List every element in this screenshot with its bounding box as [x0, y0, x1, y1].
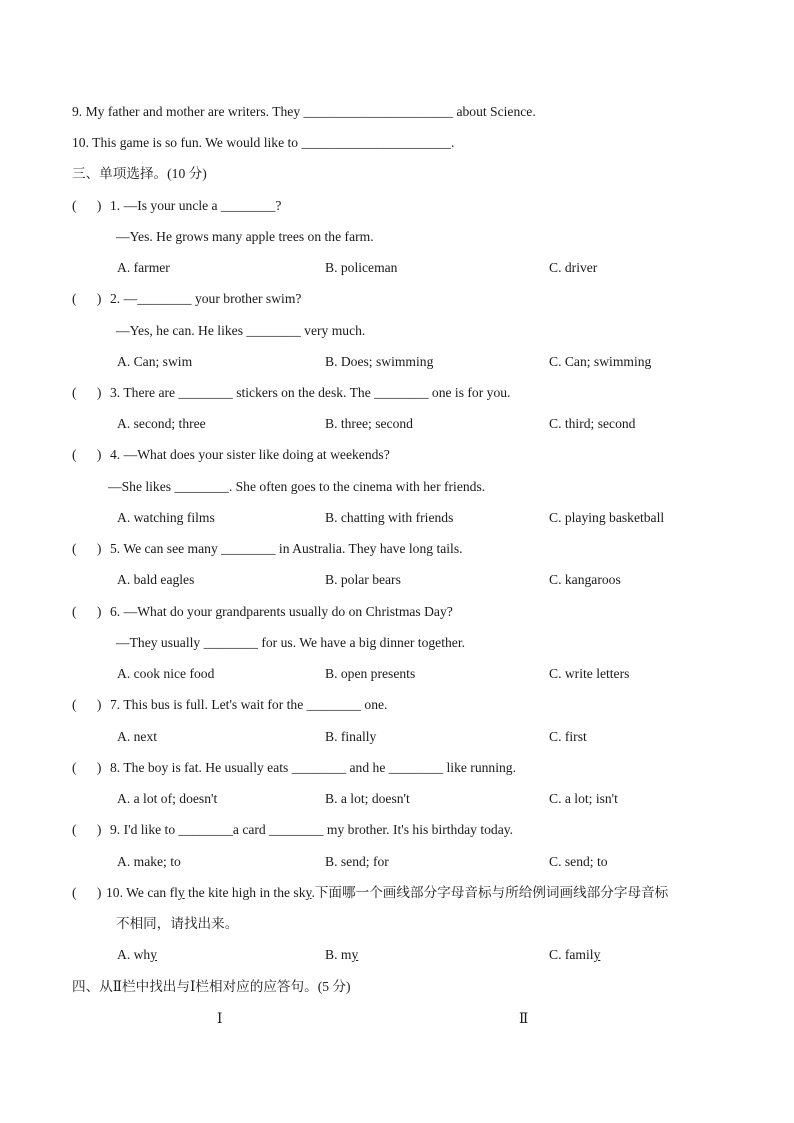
answer-paren-9[interactable]: ( ) — [72, 822, 102, 837]
underlined-letter: y — [150, 947, 158, 962]
question-sub: —Yes, he can. He likes ________ very much. — [116, 323, 366, 338]
option-text: C. famil — [549, 947, 594, 962]
stem-text: .下面哪一个画线部分字母音标与所给例词画线部分字母音标 — [311, 885, 669, 900]
question-stem: 2. —________ your brother swim? — [110, 291, 302, 306]
column-1-label: Ⅰ — [217, 1011, 223, 1026]
underlined-letter: y — [177, 885, 185, 900]
underlined-letter: y — [593, 947, 601, 962]
question-stem: 8. The boy is fat. He usually eats ________ and he ________ like running. — [110, 760, 516, 775]
option-c[interactable]: C. a lot; isn't — [549, 791, 618, 806]
option-a[interactable]: A. a lot of; doesn't — [117, 791, 218, 806]
option-text: B. m — [325, 947, 352, 962]
option-a[interactable] — [117, 946, 157, 964]
option-b[interactable]: B. open presents — [325, 666, 416, 681]
option-c[interactable]: C. Can; swimming — [549, 354, 652, 369]
answer-paren-2[interactable]: ( ) — [72, 291, 102, 306]
option-b[interactable]: B. send; for — [325, 854, 389, 869]
answer-paren-8[interactable]: ( ) — [72, 760, 102, 775]
option-c[interactable]: C. kangaroos — [549, 572, 621, 587]
column-2-label: Ⅱ — [519, 1011, 529, 1026]
answer-paren-6[interactable]: ( ) — [72, 604, 102, 619]
question-stem: 3. There are ________ stickers on the desk. The ________ one is for you. — [110, 385, 511, 400]
option-a[interactable]: A. second; three — [117, 416, 206, 431]
question-stem: 6. —What do your grandparents usually do on Christmas Day? — [110, 604, 453, 619]
section-4-heading: 四、从Ⅱ栏中找出与Ⅰ栏相对应的应答句。(5 分) — [72, 979, 351, 994]
option-a[interactable]: A. make; to — [117, 854, 181, 869]
answer-paren-7[interactable]: ( ) — [72, 697, 102, 712]
question-stem: 7. This bus is full. Let's wait for the ________ one. — [110, 697, 388, 712]
option-c[interactable]: C. send; to — [549, 854, 608, 869]
question-sub: —She likes ________. She often goes to the cinema with her friends. — [108, 479, 486, 494]
option-b[interactable]: B. policeman — [325, 260, 398, 275]
answer-paren-4[interactable]: ( ) — [72, 447, 102, 462]
question-stem: 9. I'd like to ________a card ________ my brother. It's his birthday today. — [110, 822, 514, 837]
option-a[interactable]: A. farmer — [117, 260, 170, 275]
question-9-fill: 9. My father and mother are writers. They ______________________ about Science. — [72, 104, 536, 119]
option-c[interactable]: C. third; second — [549, 416, 636, 431]
question-stem: 1. —Is your uncle a ________? — [110, 198, 282, 213]
option-b[interactable]: B. a lot; doesn't — [325, 791, 410, 806]
question-stem: 5. We can see many ________ in Australia. They have long tails. — [110, 541, 463, 556]
stem-text: 10. We can fl — [106, 885, 178, 900]
option-c[interactable]: C. write letters — [549, 666, 630, 681]
option-a[interactable]: A. next — [117, 729, 158, 744]
question-stem: 4. —What does your sister like doing at weekends? — [110, 447, 390, 462]
answer-paren-3[interactable]: ( ) — [72, 385, 102, 400]
option-text: A. wh — [117, 947, 151, 962]
answer-paren-5[interactable]: ( ) — [72, 541, 102, 556]
underlined-letter: y — [351, 947, 359, 962]
option-a[interactable]: A. bald eagles — [117, 572, 195, 587]
option-a[interactable]: A. watching films — [117, 510, 215, 525]
question-sub: —Yes. He grows many apple trees on the farm. — [116, 229, 374, 244]
option-b[interactable]: B. finally — [325, 729, 377, 744]
option-c[interactable]: C. first — [549, 729, 587, 744]
option-b[interactable]: B. Does; swimming — [325, 354, 434, 369]
underlined-letter: y — [305, 885, 312, 900]
option-b[interactable]: B. polar bears — [325, 572, 401, 587]
option-c[interactable]: C. driver — [549, 260, 598, 275]
answer-paren-1[interactable]: ( ) — [72, 198, 102, 213]
question-sub: 不相同，请找出来。 — [116, 916, 239, 931]
option-b[interactable]: B. three; second — [325, 416, 413, 431]
option-c[interactable]: C. playing basketball — [549, 510, 665, 525]
question-stem — [106, 884, 668, 902]
option-c[interactable] — [549, 946, 600, 964]
section-3-heading: 三、单项选择。(10 分) — [72, 166, 207, 181]
option-b[interactable] — [325, 946, 358, 964]
stem-text: the kite high in the sk — [184, 885, 306, 900]
answer-paren-10[interactable]: ( ) — [72, 885, 102, 900]
question-10-fill: 10. This game is so fun. We would like to ______________________. — [72, 135, 455, 150]
option-b[interactable]: B. chatting with friends — [325, 510, 454, 525]
question-sub: —They usually ________ for us. We have a big dinner together. — [116, 635, 465, 650]
option-a[interactable]: A. cook nice food — [117, 666, 215, 681]
option-a[interactable]: A. Can; swim — [117, 354, 193, 369]
